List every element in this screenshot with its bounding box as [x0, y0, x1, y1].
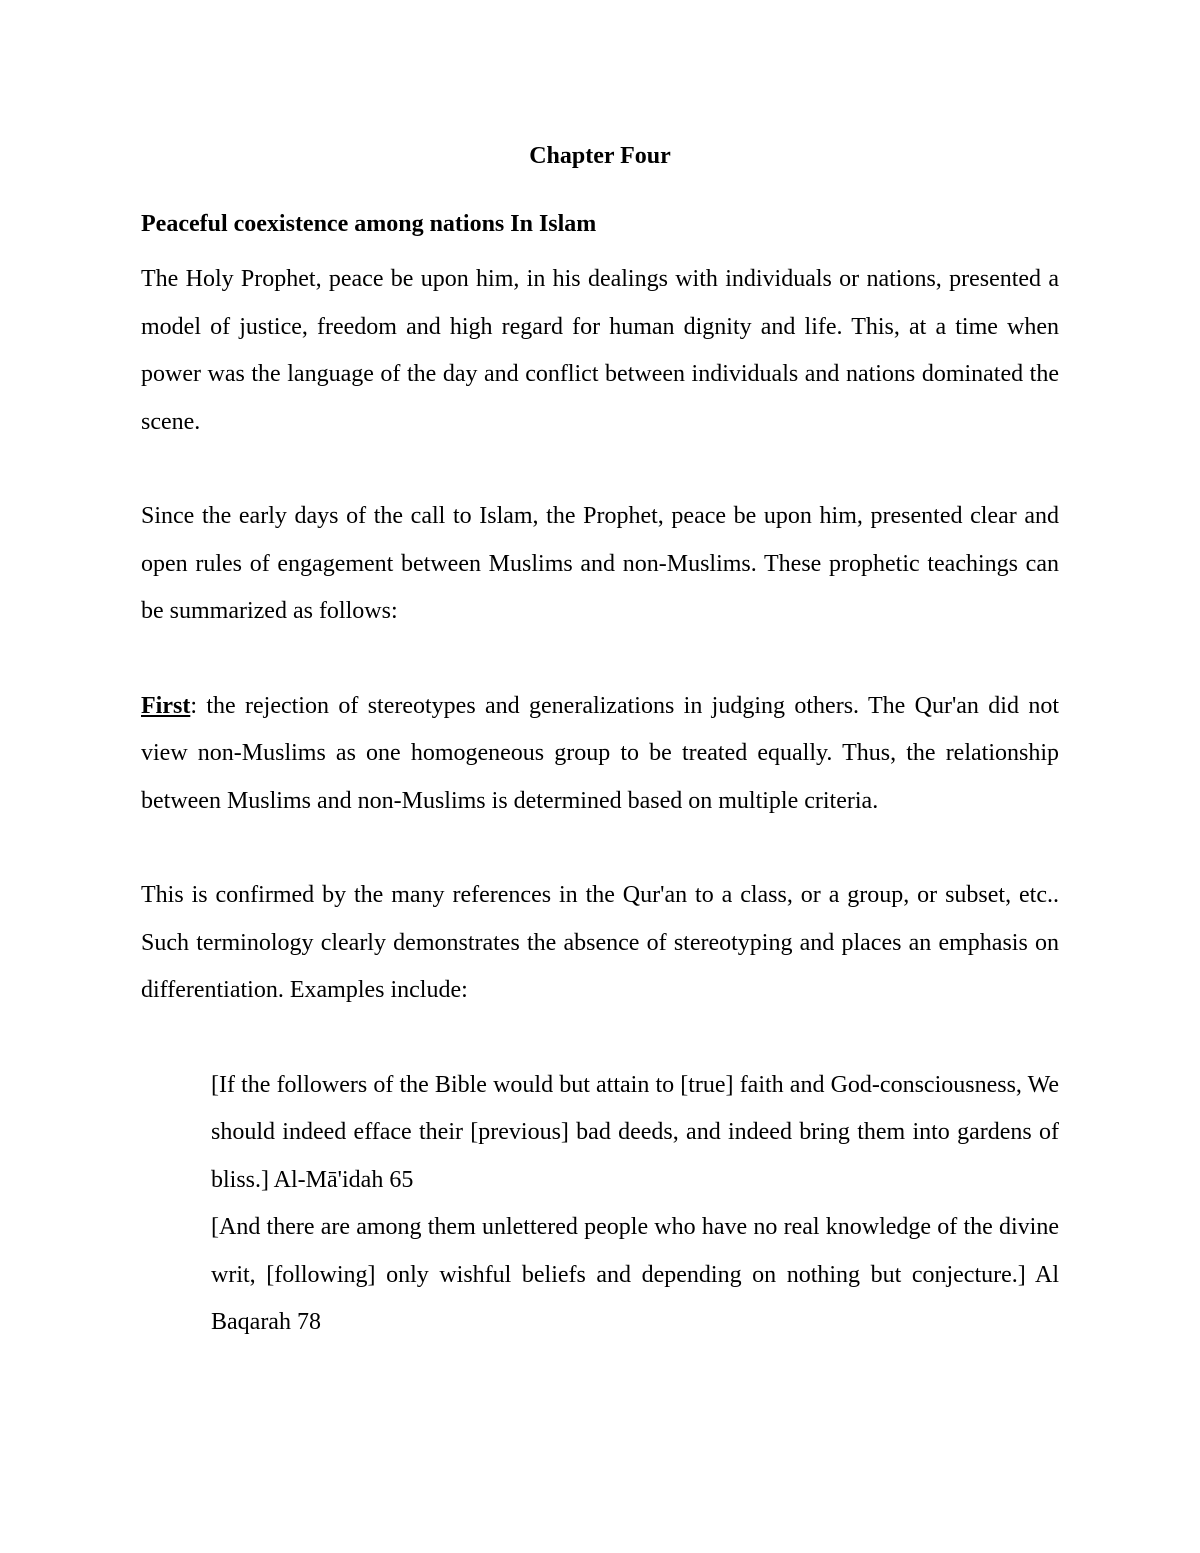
paragraph-first-lead: First [141, 692, 191, 719]
document-page [141, 132, 1059, 1347]
paragraph-first-body: : the rejection of stereotypes and generalizations in judging others. The Qur'an did not view non-Muslims as one homogeneous group to be treated equally. Thus, the relationship between Muslims and non-Muslims is determined based on multiple criteria. [141, 692, 1059, 814]
quote-block [211, 1062, 1059, 1347]
quote-al-baqarah: [And there are among them unlettered people who have no real knowledge of the divine writ, [following] only wishful beliefs and depending on nothing but conjecture.] Al Baqarah 78 [211, 1214, 1059, 1335]
chapter-title: Chapter Four [529, 143, 671, 169]
paragraph-intro: The Holy Prophet, peace be upon him, in his dealings with individuals or nations, presented a model of justice, freedom and high regard for human dignity and life. This, at a time when power was the language of the day and conflict between individuals and nations dominated the scene. [141, 266, 1059, 435]
paragraph-confirmation: This is confirmed by the many references in the Qur'an to a class, or a group, or subset, etc.. Such terminology clearly demonstrates the absence of stereotyping and places an emphasis on differentiation. Examples include: [141, 882, 1059, 1003]
section-heading: Peaceful coexistence among nations In Islam [141, 211, 597, 237]
quote-al-maidah: [If the followers of the Bible would but attain to [true] faith and God-consciousness, We should indeed efface their [previous] bad deeds, and indeed bring them into gardens of bliss.] Al-Mā'idah 65 [211, 1071, 1059, 1193]
paragraph-first [141, 683, 1059, 826]
paragraph-rules: Since the early days of the call to Islam, the Prophet, peace be upon him, presented clear and open rules of engagement between Muslims and non-Muslims. These prophetic teachings can be summarized as follows: [141, 503, 1059, 624]
